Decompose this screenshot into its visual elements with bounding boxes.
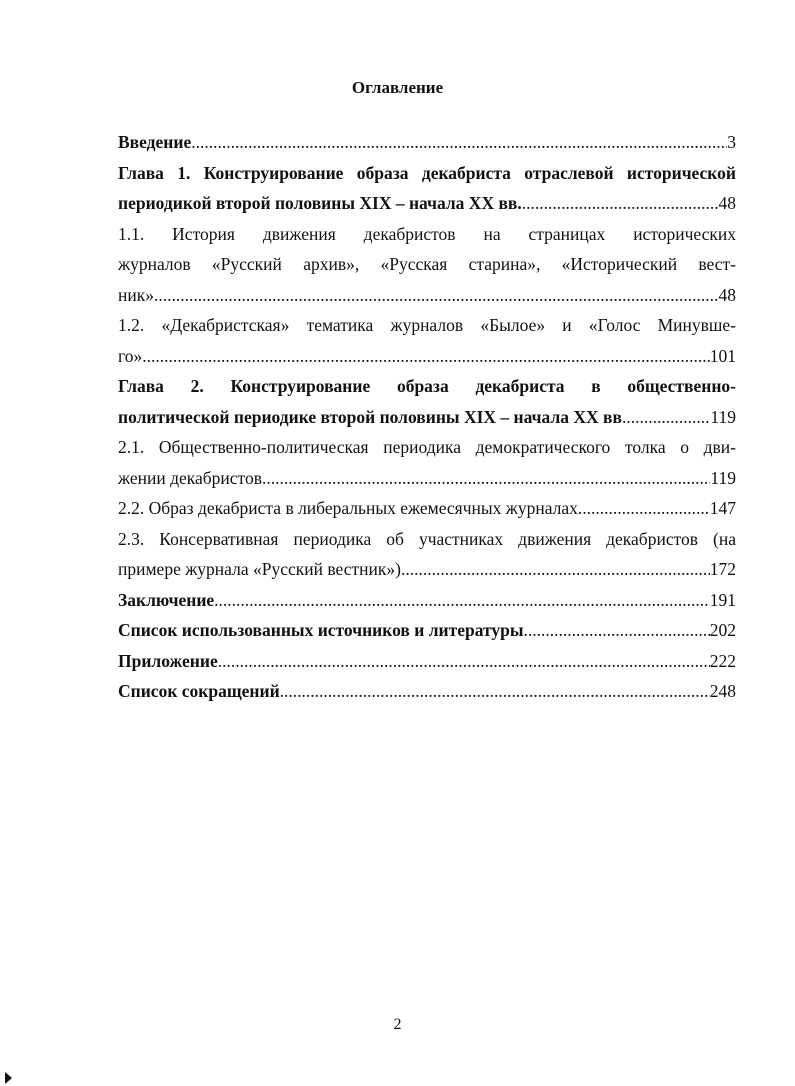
toc-entry-label: Список использованных источников и литературы (118, 620, 524, 640)
toc-entry-label: журналов «Русский архив», «Русская старина», «Исторический вест- (118, 254, 736, 274)
toc-page-number: 48 (718, 193, 736, 213)
dot-leader (214, 585, 710, 616)
toc-entry-sources (118, 615, 736, 646)
toc-entry-introduction (118, 127, 736, 158)
toc-entry-conclusion (118, 585, 736, 616)
toc-entry-label: Глава 2. Конструирование образа декабриста в общественно- (118, 376, 736, 396)
toc-entry-label: 1.1. История движения декабристов на страницах исторических (118, 223, 736, 244)
toc-entry-section-1-2 (118, 310, 736, 371)
table-of-contents (118, 127, 736, 707)
dot-leader (280, 676, 710, 707)
dot-leader (142, 341, 710, 372)
toc-entry-label: Заключение (118, 589, 215, 610)
dot-leader (154, 280, 719, 311)
dot-leader (262, 463, 710, 494)
toc-entry-appendix (118, 646, 736, 677)
toc-entry-label: Приложение (118, 650, 218, 671)
dot-leader (622, 402, 710, 433)
dot-leader (401, 554, 710, 585)
dot-leader (524, 615, 710, 646)
toc-entry-label: Список сокращений (118, 681, 280, 701)
toc-page-number: 48 (718, 284, 736, 305)
toc-page-number: 119 (710, 406, 736, 427)
scan-artifact-mark (5, 1071, 12, 1084)
toc-entry-section-2-3 (118, 524, 736, 585)
toc-entry-label: 2.3. Консервативная периодика об участниках движения декабристов (на (118, 528, 736, 549)
toc-entry-chapter-1 (118, 158, 736, 219)
page-number: 2 (393, 1016, 402, 1033)
toc-page-number: 147 (709, 498, 736, 518)
toc-entry-chapter-2 (118, 371, 736, 432)
dot-leader (578, 493, 710, 524)
toc-entry-label: политической периодике второй половины XIX – начала XX вв (118, 406, 622, 427)
toc-entry-label: ник» (118, 284, 154, 305)
toc-entry-label: примере журнала «Русский вестник») (118, 559, 401, 579)
toc-entry-section-2-1 (118, 432, 736, 493)
toc-page-number: 101 (709, 345, 736, 366)
toc-entry-label: Введение (118, 132, 192, 152)
toc-entry-label: го» (118, 345, 143, 366)
toc-entry-label: 1.2. «Декабристская» тематика журналов «Былое» и «Голос Минувше- (118, 315, 736, 335)
toc-page-number: 248 (709, 681, 736, 701)
toc-page-number: 3 (727, 132, 736, 152)
toc-entry-label: Глава 1. Конструирование образа декабриста отраслевой исторической (118, 162, 736, 183)
toc-entry-section-1-1 (118, 219, 736, 311)
toc-page-number: 191 (709, 589, 736, 610)
triangle-icon (5, 1072, 12, 1084)
toc-entry-label: 2.1. Общественно-политическая периодика демократического толка о дви- (118, 437, 736, 457)
toc-page-number: 172 (709, 559, 736, 579)
dot-leader (218, 646, 710, 677)
toc-entry-abbreviations (118, 676, 736, 707)
dot-leader (191, 127, 727, 158)
dot-leader (522, 188, 719, 219)
toc-page-number: 119 (710, 467, 736, 488)
toc-entry-label: периодикой второй половины XIX – начала XX вв. (118, 193, 522, 213)
toc-page-number: 222 (709, 650, 736, 671)
toc-entry-label: 2.2. Образ декабриста в либеральных ежемесячных журналах (118, 498, 578, 518)
toc-entry-label: жении декабристов (118, 467, 262, 488)
page-title: Оглавление (351, 78, 444, 97)
toc-page-number: 202 (709, 620, 736, 640)
toc-entry-section-2-2 (118, 493, 736, 524)
